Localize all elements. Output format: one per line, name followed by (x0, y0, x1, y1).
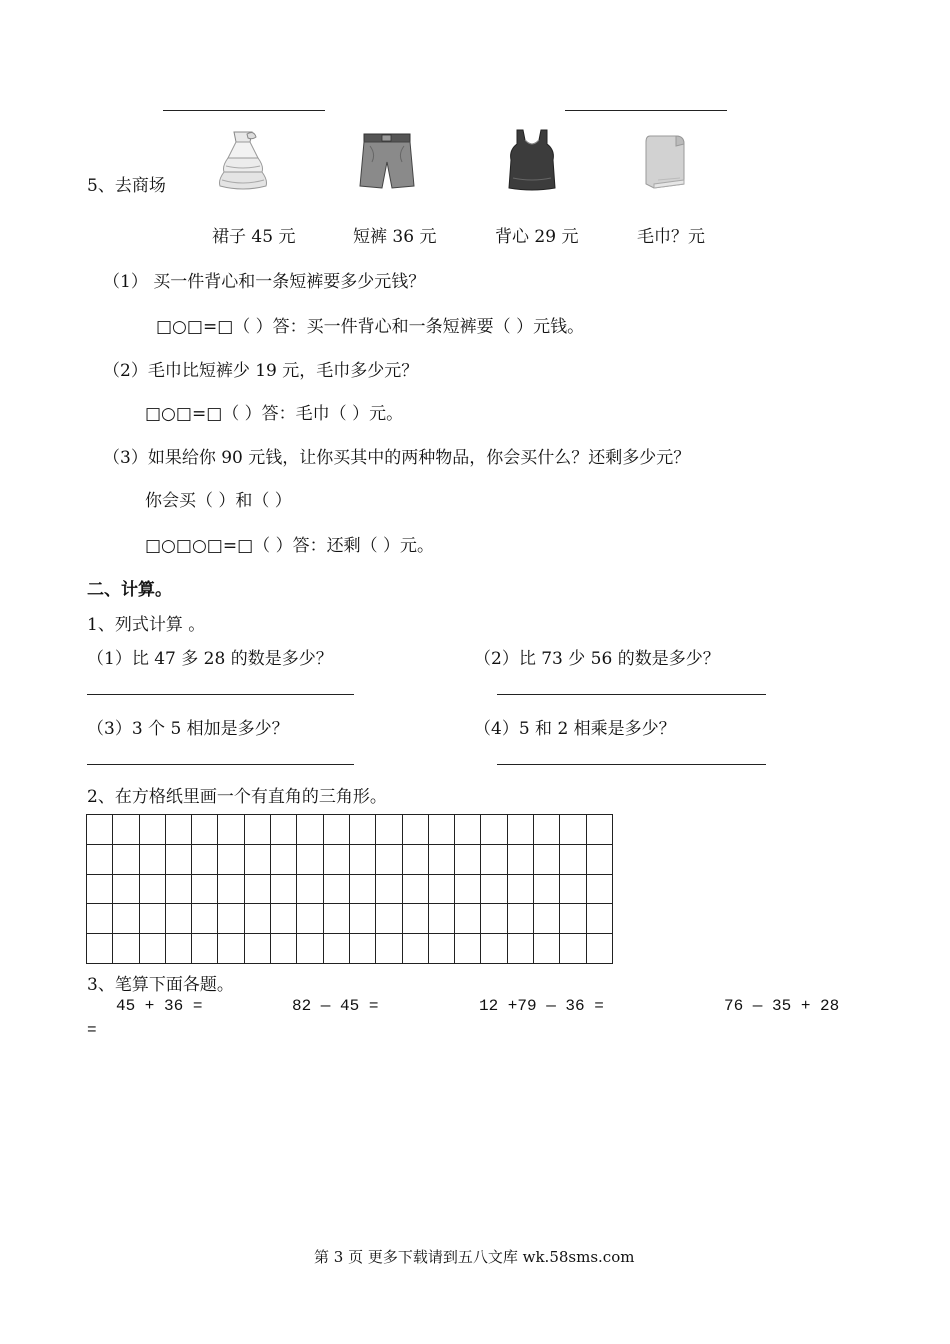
section-2-title: 二、计算。 (87, 580, 172, 600)
q1-answer-line-4[interactable] (497, 764, 766, 765)
q3-title: 3、笔算下面各题。 (87, 975, 234, 995)
answer-line-top-left[interactable] (163, 110, 325, 111)
skirt-icon (214, 128, 272, 192)
grid-paper[interactable] (86, 814, 613, 964)
q1-title: 1、列式计算 。 (87, 615, 206, 635)
q1-item-3: （3）3 个 5 相加是多少？ (87, 719, 289, 739)
shorts-icon (358, 132, 416, 190)
q1-answer-line-3[interactable] (87, 764, 354, 765)
q1-item-1: （1）比 47 多 28 的数是多少？ (87, 649, 333, 669)
q1-answer-line-2[interactable] (497, 694, 766, 695)
q3-calc-1: 45 + 36 = (116, 997, 203, 1015)
q3-calc-2: 82 — 45 = (292, 997, 379, 1015)
page-footer: 第 3 页 更多下载请到五八文库 wk.58sms.com (314, 1248, 635, 1266)
q1-item-4: （4）5 和 2 相乘是多少？ (474, 719, 676, 739)
q5-sub1-answer[interactable]: □○□=□（ ）答：买一件背心和一条短裤要（ ）元钱。 (156, 317, 585, 337)
vest-icon (505, 128, 559, 192)
item-label-shorts: 短裤 36 元 (353, 227, 437, 247)
q1-item-2: （2）比 73 少 56 的数是多少？ (474, 649, 720, 669)
item-label-skirt: 裙子 45 元 (212, 227, 296, 247)
q3-calc-3: 12 +79 — 36 = (479, 997, 604, 1015)
q2-title: 2、在方格纸里画一个有直角的三角形。 (87, 787, 387, 807)
answer-line-top-right[interactable] (565, 110, 727, 111)
q1-answer-line-1[interactable] (87, 694, 354, 695)
item-label-vest: 背心 29 元 (495, 227, 579, 247)
q5-sub3-question: （3）如果给你 90 元钱，让你买其中的两种物品，你会买什么？还剩多少元？ (103, 448, 691, 468)
q5-title: 5、去商场 (87, 176, 166, 196)
towel-icon (640, 134, 692, 190)
q3-calc-4: 76 — 35 + 28 (724, 997, 840, 1015)
q5-sub2-question: （2）毛巾比短裤少 19 元，毛巾多少元？ (103, 361, 419, 381)
q3-calc-4-wrap: = (87, 1021, 97, 1039)
q5-sub2-answer[interactable]: □○□=□（ ）答：毛巾（ ）元。 (145, 404, 404, 424)
q5-sub1-question: （1） 买一件背心和一条短裤要多少元钱？ (103, 272, 426, 292)
q5-sub3-answer[interactable]: □○□○□=□（ ）答：还剩（ ）元。 (145, 536, 434, 556)
item-label-towel: 毛巾？元 (637, 227, 705, 247)
q5-sub3-buy[interactable]: 你会买（ ）和（ ） (145, 491, 292, 511)
